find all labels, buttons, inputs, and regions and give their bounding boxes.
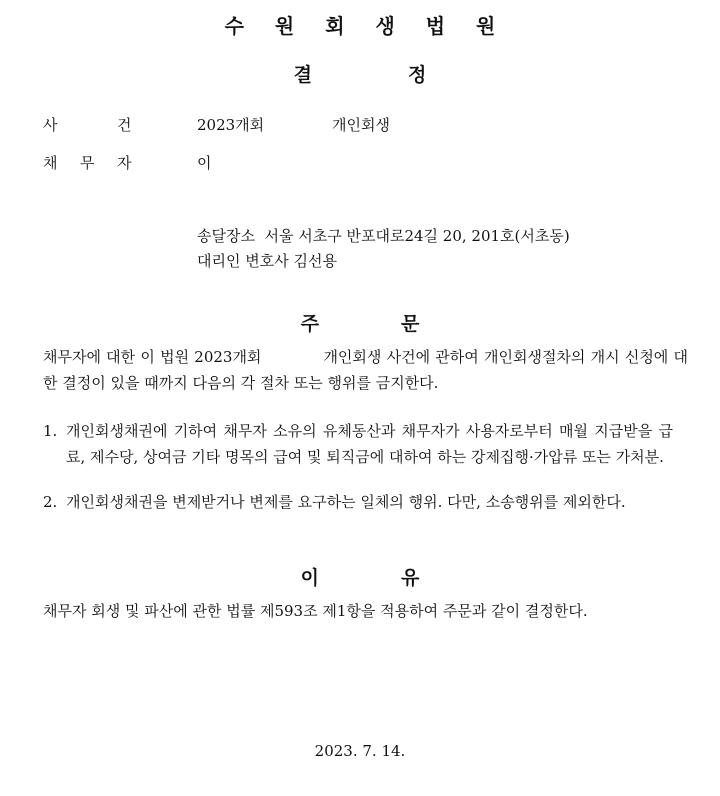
order-title-char: 주 xyxy=(300,313,319,335)
decision-date: 2023. 7. 14. xyxy=(314,742,406,760)
case-label: 사 건 xyxy=(43,116,132,134)
debtor-name: 이 xyxy=(197,154,212,172)
service-address: 송달장소 서울 서초구 반포대로24길 20, 201호(서초동) xyxy=(197,227,570,245)
legal-agent: 대리인 변호사 김선용 xyxy=(197,252,337,270)
reason-title-char: 이 xyxy=(300,567,319,589)
order-intro: 채무자에 대한 이 법원 2023개회 개인회생 사건에 관하여 개인회생절차의 개시 신청에 대한 결정이 있을 때까지 다음의 각 절차 또는 행위를 금지한다. xyxy=(43,348,688,392)
case-number: 2023개회 xyxy=(197,116,265,134)
case-type: 개인회생 xyxy=(332,116,390,134)
order-title-char: 문 xyxy=(401,313,420,335)
reason-title xyxy=(0,563,720,590)
order-title xyxy=(0,309,720,336)
order-item: 2. 개인회생채권을 변제받거나 변제를 요구하는 일체의 행위. 다만, 소송행위를 제외한다. xyxy=(43,493,626,511)
court-name: 수 원 회 생 법 원 xyxy=(224,14,508,38)
debtor-label: 채 무 자 xyxy=(43,154,132,172)
doc-type-char: 정 xyxy=(408,64,427,86)
doc-type-char: 결 xyxy=(293,64,312,86)
reason-title-char: 유 xyxy=(401,567,420,589)
order-item: 1. 개인회생채권에 기하여 채무자 소유의 유체동산과 채무자가 사용자로부터 매월 지급받을 급료, 제수당, 상여금 기타 명목의 급여 및 퇴직금에 대하여 하는 강제집행·가압류 또는 가처분. xyxy=(43,422,673,466)
document-type-title xyxy=(0,60,720,87)
reason-text: 채무자 회생 및 파산에 관한 법률 제593조 제1항을 적용하여 주문과 같이 결정한다. xyxy=(43,602,588,620)
